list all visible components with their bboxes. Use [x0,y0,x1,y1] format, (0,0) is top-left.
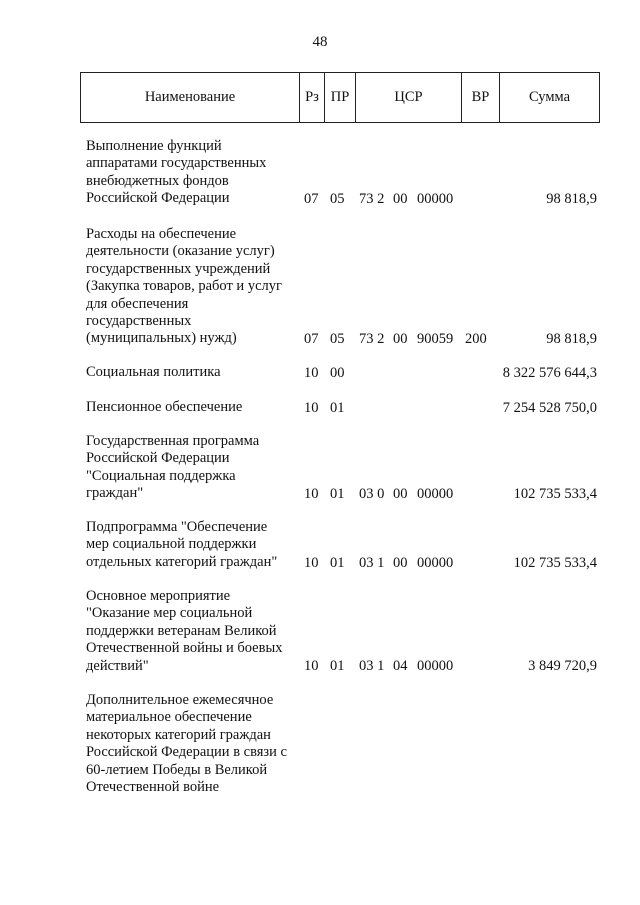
table-row [0,226,640,348]
row-pr: 00 [330,364,345,381]
row-csr-event: 04 [393,657,408,674]
row-pr: 01 [330,399,345,416]
table-header [80,72,600,123]
row-csr-direction: 90059 [417,330,454,347]
row-csr-program: 03 1 [359,554,385,571]
row-csr-direction: 00000 [417,190,454,207]
row-csr-direction: 00000 [417,485,454,502]
table-row [0,433,640,503]
row-csr-program: 03 1 [359,657,385,674]
row-csr-program: 73 2 [359,190,385,207]
row-csr-event: 00 [393,554,408,571]
row-rz: 07 [304,330,319,347]
row-sum: 8 322 576 644,3 [502,364,597,381]
row-name: Расходы на обеспечение деятельности (оказание услуг) государственных учреждений (Закупка товаров, работ и услуг для обеспечения государственных (муниципальных) нужд) [86,226,282,347]
row-name: Дополнительное ежемесячное материальное обеспечение некоторых категорий граждан Российской Федерации в связи с 60-летием Победы в Великой Отечественной войне [86,692,287,796]
row-sum: 102 735 533,4 [513,554,597,571]
row-csr-program: 03 0 [359,485,385,502]
row-rz: 10 [304,554,319,571]
row-vr: 200 [465,330,487,347]
row-name: Выполнение функций аппаратами государственных внебюджетных фондов Российской Федерации [86,138,267,207]
row-sum: 102 735 533,4 [513,485,597,502]
table-row [0,399,640,417]
row-pr: 01 [330,657,345,674]
row-pr: 05 [330,330,345,347]
row-csr-program: 73 2 [359,330,385,347]
header-name: Наименование [81,73,300,122]
table-row [0,364,640,382]
page-number: 48 [312,34,328,50]
row-name: Подпрограмма "Обеспечение мер социальной поддержки отдельных категорий граждан" [86,519,278,570]
header-csr: ЦСР [356,73,462,122]
table-row [0,519,640,572]
row-csr-direction: 00000 [417,554,454,571]
row-rz: 10 [304,485,319,502]
row-sum: 98 818,9 [546,330,597,347]
row-name: Социальная политика [86,364,221,380]
header-pr: ПР [325,73,356,122]
row-rz: 10 [304,364,319,381]
row-rz: 10 [304,399,319,416]
table-row [0,138,640,208]
row-csr-direction: 00000 [417,657,454,674]
row-csr-event: 00 [393,190,408,207]
row-pr: 05 [330,190,345,207]
row-sum: 7 254 528 750,0 [502,399,597,416]
row-sum: 3 849 720,9 [528,657,597,674]
row-csr-event: 00 [393,330,408,347]
header-rz: Рз [300,73,325,122]
row-name: Основное мероприятие "Оказание мер социальной поддержки ветеранам Великой Отечественной войны и боевых действий" [86,588,283,674]
table-row [0,588,640,675]
header-vr: ВР [462,73,500,122]
row-rz: 10 [304,657,319,674]
table-row [0,692,640,797]
row-sum: 98 818,9 [546,190,597,207]
header-sum: Сумма [528,89,571,105]
row-rz: 07 [304,190,319,207]
row-csr-event: 00 [393,485,408,502]
row-pr: 01 [330,485,345,502]
row-name: Государственная программа Российской Федерации "Социальная поддержка граждан" [86,433,260,502]
row-pr: 01 [330,554,345,571]
row-name: Пенсионное обеспечение [86,399,243,415]
